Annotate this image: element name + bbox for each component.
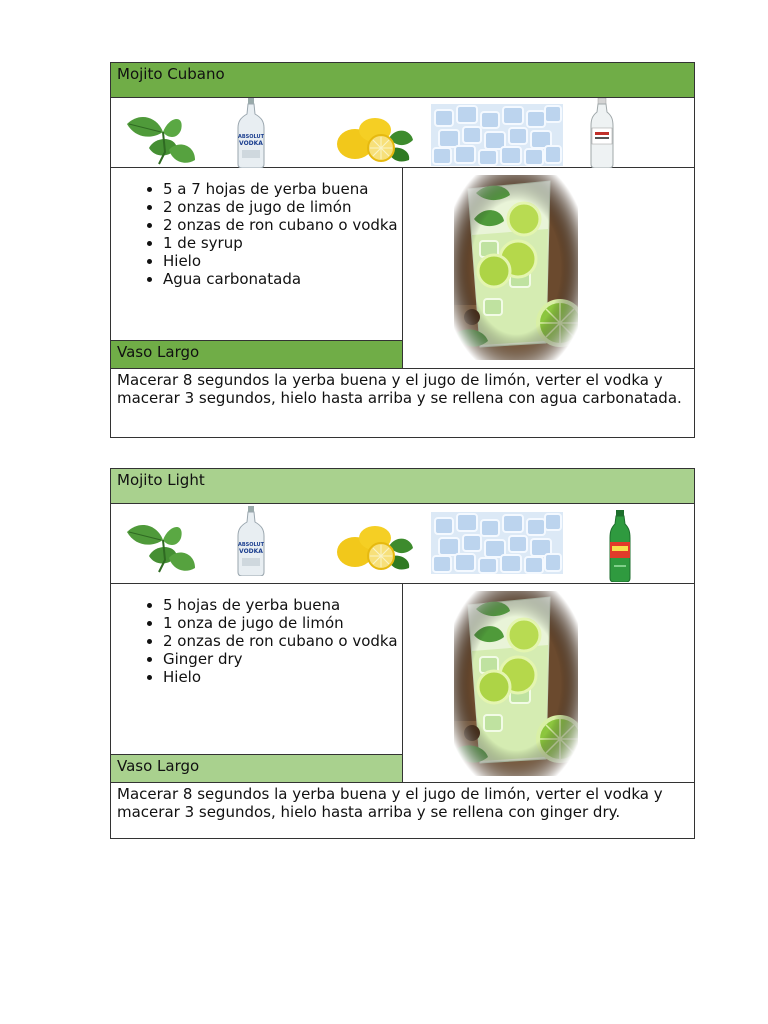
ingredients-panel — [111, 584, 403, 782]
vodka-bottle-icon — [236, 98, 266, 168]
ingredient-item: • 5 hojas de yerba buena — [163, 596, 402, 614]
mojito-photo — [454, 175, 578, 360]
soda-bottle-icon — [589, 98, 615, 168]
ingredients-list — [111, 168, 402, 288]
ingredient-icons-row — [111, 504, 694, 584]
recipe-title: Mojito Light — [111, 469, 694, 504]
ingredient-item: • 2 onzas de jugo de limón — [163, 198, 402, 216]
glass-type-label: Vaso Largo — [111, 340, 402, 368]
vodka-bottle-icon — [236, 506, 266, 576]
ingredient-icons-row — [111, 98, 694, 168]
instructions-text: Macerar 8 segundos la yerba buena y el jugo de limón, verter el vodka y macerar 3 segundos, hielo hasta arriba y se rellena con agua carbonatada. — [111, 368, 694, 437]
ingredient-item: • Hielo — [163, 668, 402, 686]
lemons-icon — [331, 110, 415, 166]
recipe-card-mojito-light — [110, 468, 695, 839]
ingredient-item: • 2 onzas de ron cubano o vodka — [163, 632, 402, 650]
ingredient-item: • Hielo — [163, 252, 402, 270]
ice-cubes-icon — [431, 104, 563, 166]
ingredient-item: • 5 a 7 hojas de yerba buena — [163, 180, 402, 198]
ingredient-item: • 1 onza de jugo de limón — [163, 614, 402, 632]
ingredient-item: • Ginger dry — [163, 650, 402, 668]
mint-icon — [119, 518, 199, 574]
ingredient-item: • 2 onzas de ron cubano o vodka — [163, 216, 402, 234]
recipe-title: Mojito Cubano — [111, 63, 694, 98]
glass-type-label: Vaso Largo — [111, 754, 402, 782]
ingredients-panel — [111, 168, 403, 368]
lemons-icon — [331, 518, 415, 574]
instructions-text: Macerar 8 segundos la yerba buena y el jugo de limón, verter el vodka y macerar 3 segundos, hielo hasta arriba y se rellena con ginger dry. — [111, 782, 694, 838]
mojito-photo — [454, 591, 578, 776]
ice-cubes-icon — [431, 512, 563, 574]
ginger-ale-bottle-icon — [608, 510, 632, 582]
recipe-card-mojito-cubano — [110, 62, 695, 438]
ingredient-item: • Agua carbonatada — [163, 270, 402, 288]
mint-icon — [119, 110, 199, 166]
ingredients-list — [111, 584, 402, 686]
ingredient-item: • 1 de syrup — [163, 234, 402, 252]
